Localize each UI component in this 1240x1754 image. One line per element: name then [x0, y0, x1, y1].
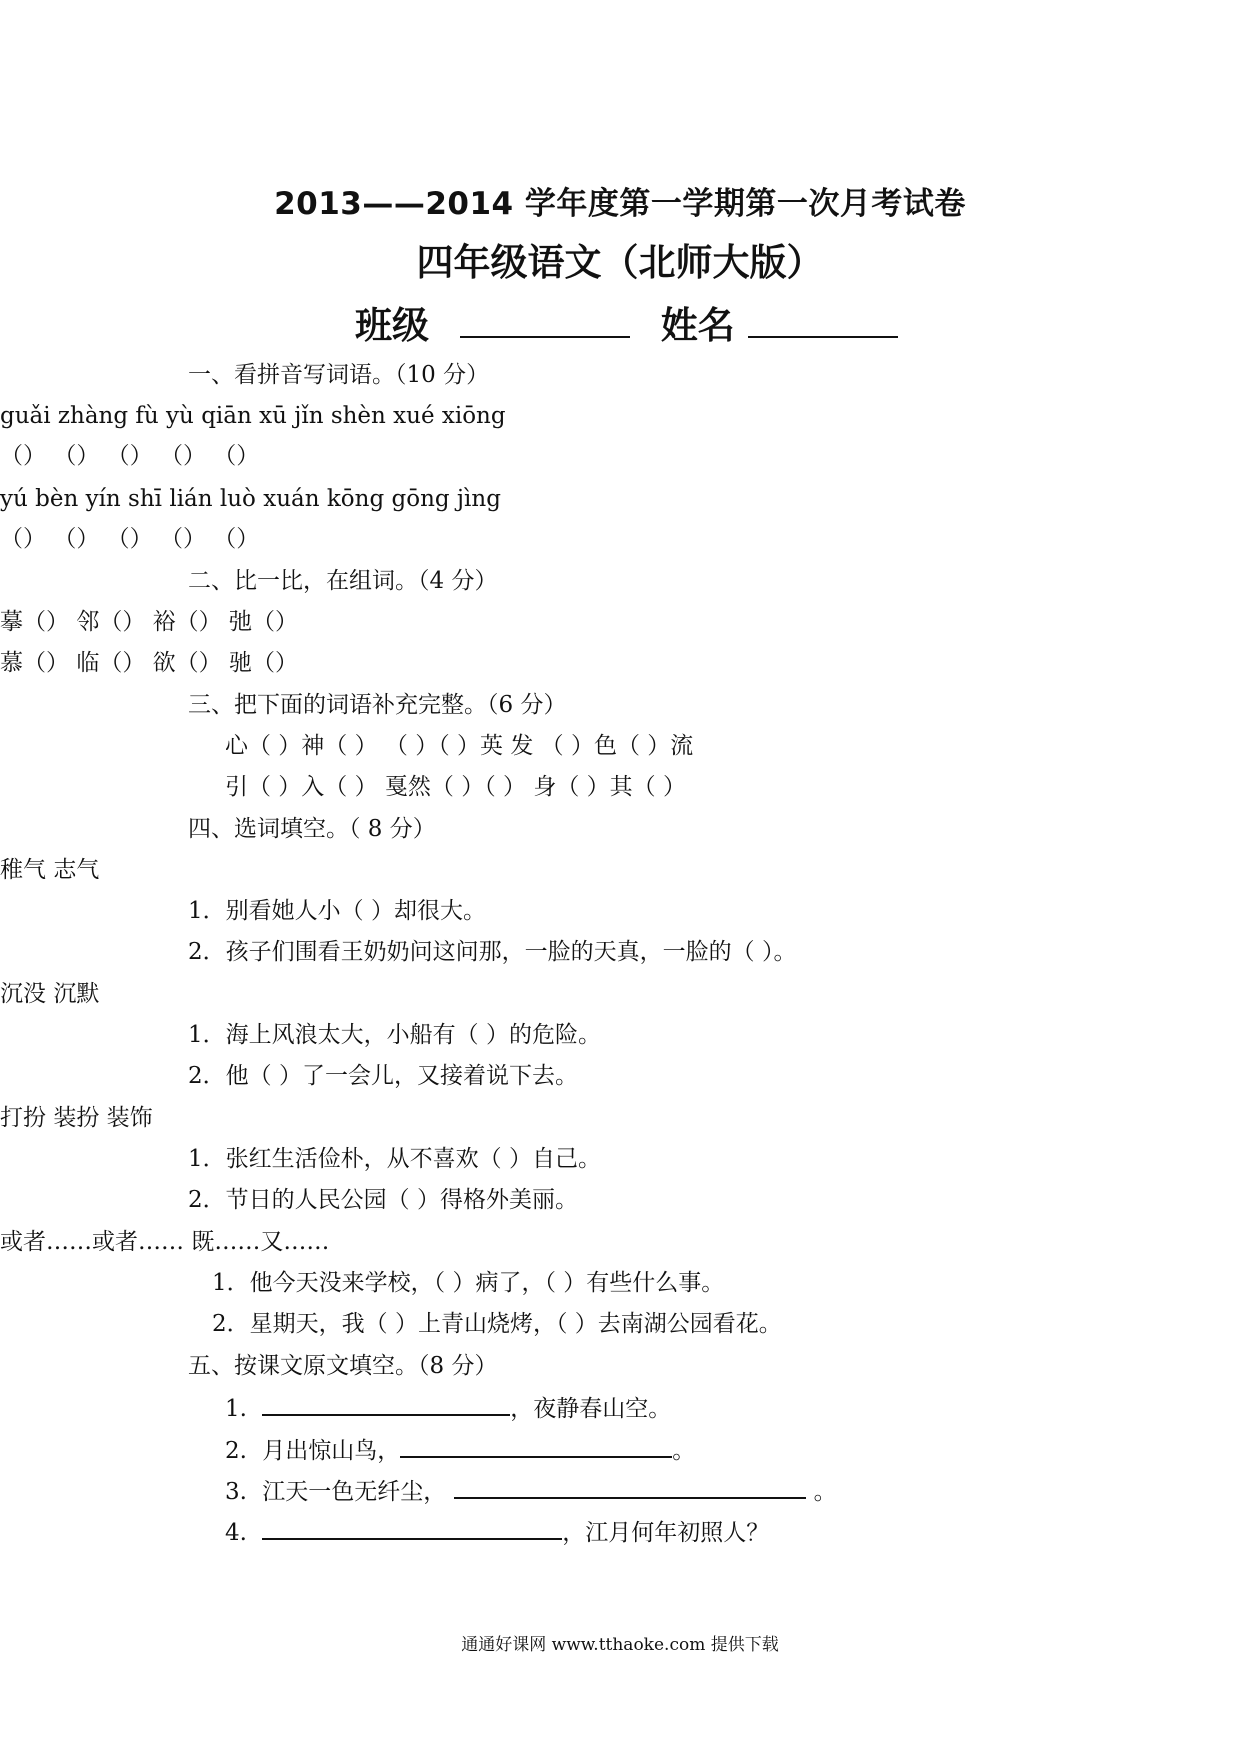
compare-row-2: 慕（） 临（） 欲（） 驰（） — [0, 650, 298, 676]
student-info-row — [355, 295, 898, 349]
pinyin-item: fù yù — [135, 403, 194, 429]
question: 2．星期天，我（ ）上青山烧烤，（ ）去南湖公园看花。 — [212, 1311, 782, 1337]
fill-blank[interactable] — [262, 1516, 562, 1540]
question: 2．他（ ）了一会儿，又接着说下去。 — [188, 1063, 578, 1089]
word-choices-2 — [0, 979, 99, 1009]
class-label: 班级 — [355, 304, 429, 347]
word-choices-3 — [0, 1103, 153, 1133]
compare-row-1: 摹（） 邻（） 裕（） 弛（） — [0, 609, 298, 635]
pinyin-item: xué xiōng — [393, 403, 506, 429]
exam-title: 2013——2014 学年度第一学期第一次月考试卷 — [274, 186, 966, 222]
fill-item-3: 3. 江天一色无纤尘， 。 — [225, 1475, 837, 1507]
char-item: 邻 — [76, 609, 100, 635]
pinyin-row-2 — [0, 484, 501, 514]
pinyin-item: guǎi zhàng — [0, 403, 129, 429]
pinyin-item: yín shī — [85, 486, 163, 512]
footer-source: 通通好课网 www.tthaoke.com 提供下载 — [461, 1635, 779, 1655]
idiom-line-1: 心（ ）神（ ） （ ）（ ）英 发 （ ）色（ ）流 — [225, 733, 694, 759]
word-choices-4 — [0, 1227, 329, 1257]
pinyin-row-1 — [0, 401, 506, 431]
pinyin-item: yú bèn — [0, 486, 79, 512]
word-choice: 沉默 — [53, 981, 100, 1007]
pinyin-item: gōng jìng — [391, 486, 501, 512]
name-blank[interactable] — [748, 306, 898, 338]
question: 1．别看她人小（ ）却很大。 — [188, 898, 486, 924]
char-item: 裕 — [152, 609, 176, 635]
section3-heading: 三、把下面的词语补充完整。（6 分） — [188, 692, 567, 718]
char-item: 摹 — [0, 609, 23, 635]
fill-item-4: 4. ，江月何年初照人？ — [225, 1516, 769, 1548]
word-choice: 稚气 — [0, 857, 46, 883]
word-choice: 沉没 — [0, 981, 46, 1007]
word-choice: 既……又…… — [191, 1229, 330, 1255]
fill-blank[interactable] — [262, 1392, 510, 1416]
question: 1．他今天没来学校，（ ）病了，（ ）有些什么事。 — [212, 1270, 725, 1296]
section5-heading: 五、按课文原文填空。（8 分） — [188, 1353, 498, 1379]
char-item: 欲 — [152, 650, 176, 676]
fill-item-1: 1. ，夜静春山空。 — [225, 1392, 671, 1424]
fill-blank[interactable] — [400, 1434, 672, 1458]
class-blank[interactable] — [460, 306, 630, 338]
char-item: 临 — [76, 650, 100, 676]
answer-parens-row-2[interactable]: （） （） （） （） （） — [0, 526, 260, 552]
question: 1．海上风浪太大，小船有（ ）的危险。 — [188, 1022, 601, 1048]
word-choice: 或者……或者…… — [0, 1229, 184, 1255]
answer-parens-row-1[interactable]: （） （） （） （） （） — [0, 443, 260, 469]
section1-heading: 一、看拼音写词语。（10 分） — [188, 362, 490, 388]
char-item: 弛 — [228, 609, 252, 635]
idiom-line-2: 引（ ）入（ ） 戛然（ ）（ ） 身（ ）其（ ） — [225, 774, 686, 800]
char-item: 驰 — [228, 650, 252, 676]
pinyin-item: xuán kōng — [263, 486, 385, 512]
word-choice: 志气 — [53, 857, 100, 883]
word-choice: 装饰 — [106, 1105, 153, 1131]
section2-heading: 二、比一比，在组词。（4 分） — [188, 568, 498, 594]
pinyin-item: lián luò — [169, 486, 256, 512]
char-item: 慕 — [0, 650, 23, 676]
fill-blank[interactable] — [454, 1475, 806, 1499]
name-label: 姓名 — [660, 304, 735, 347]
word-choice: 打扮 — [0, 1105, 46, 1131]
fill-item-2: 2. 月出惊山鸟， 。 — [225, 1434, 695, 1466]
exam-subtitle: 四年级语文（北师大版） — [416, 241, 824, 284]
pinyin-item: jǐn shèn — [294, 403, 386, 429]
section4-heading: 四、选词填空。（ 8 分） — [188, 816, 436, 842]
question: 2．节日的人民公园（ ）得格外美丽。 — [188, 1187, 578, 1213]
question: 1．张红生活俭朴，从不喜欢（ ）自己。 — [188, 1146, 601, 1172]
word-choices-1 — [0, 855, 99, 885]
word-choice: 装扮 — [53, 1105, 100, 1131]
question: 2．孩子们围看王奶奶问这问那，一脸的天真，一脸的（ ）。 — [188, 939, 797, 965]
pinyin-item: qiān xū — [201, 403, 287, 429]
